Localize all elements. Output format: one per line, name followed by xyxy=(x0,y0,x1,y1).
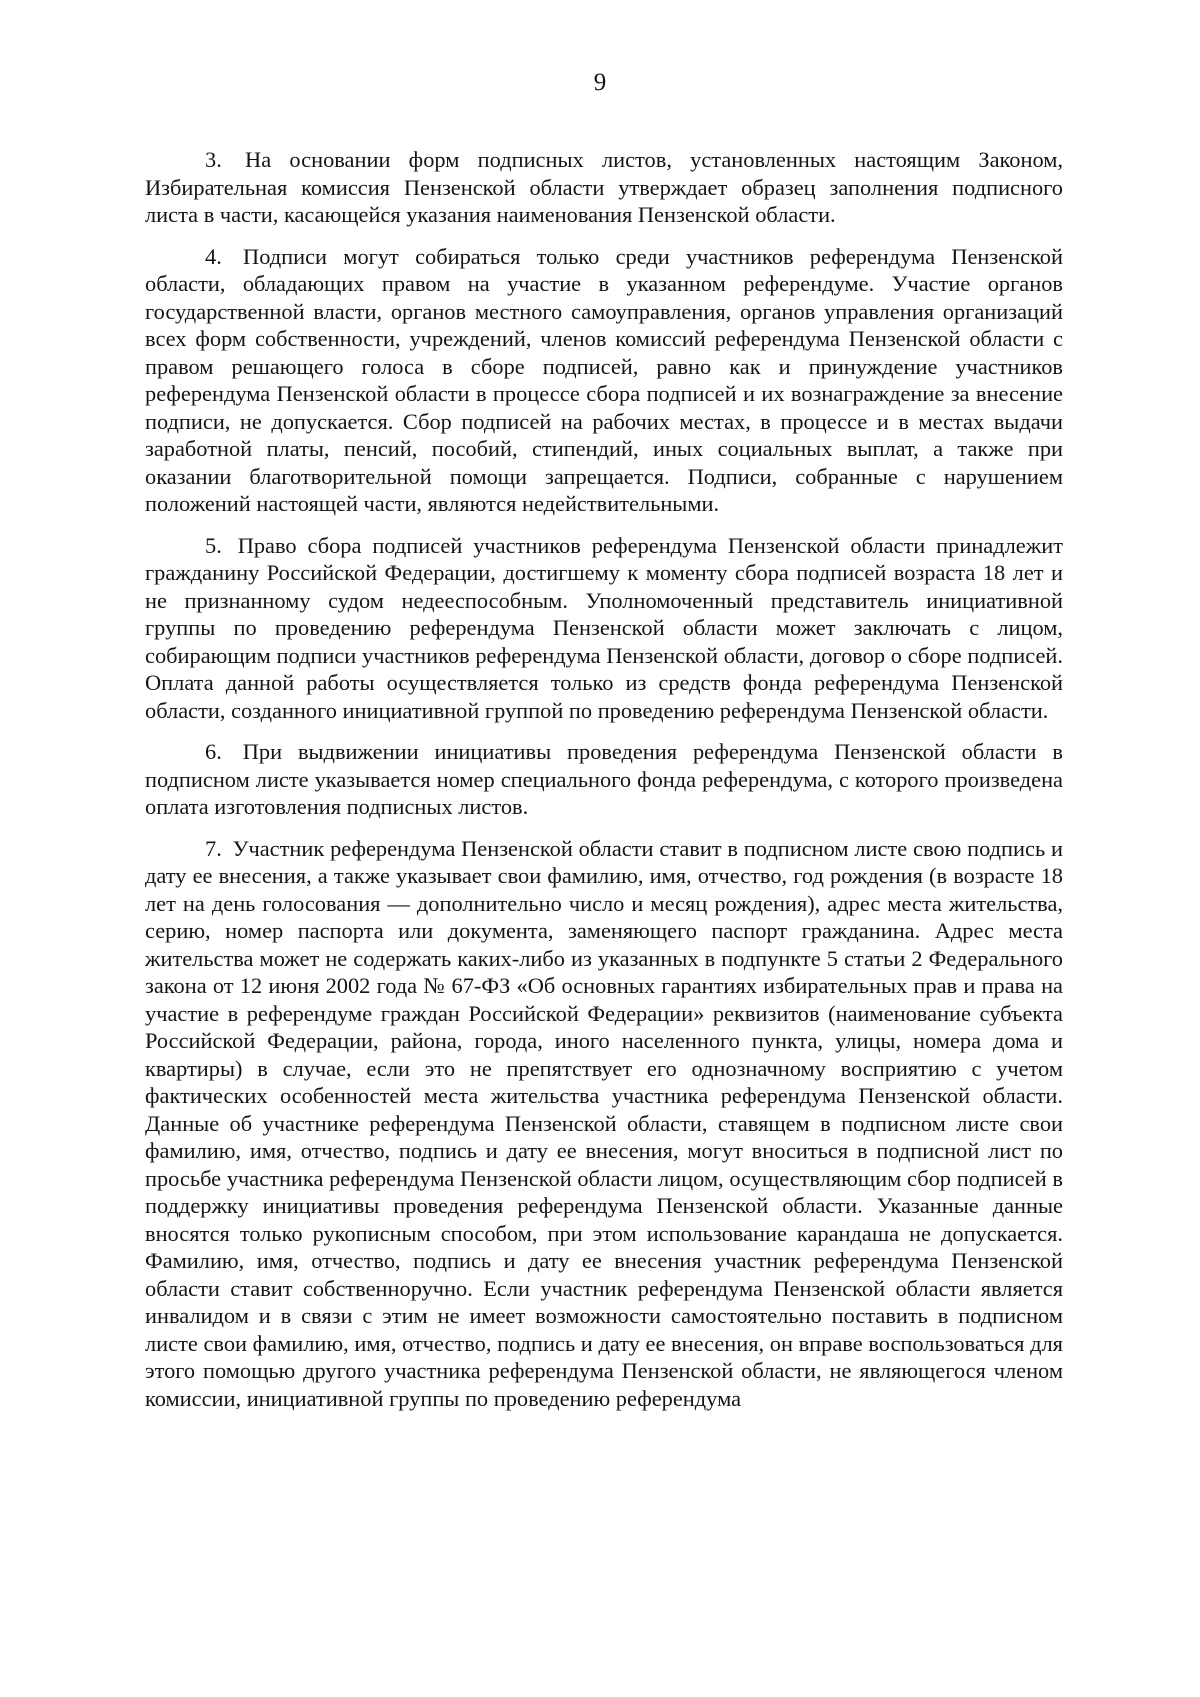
paragraph-number: 7. xyxy=(205,835,222,861)
paragraph-number: 3. xyxy=(205,147,222,172)
paragraph-text: Участник референдума Пензенской области ставит в подписном листе свою подпись и дату ее внесения, а также указывает свои фамилию, имя, отчество, год рождения (в возрасте 18 лет на день голосования — дополнительно число и месяц рождения), адрес места жительства, серию, номер паспорта или документа, заменяющего паспорт гражданина. Адрес места жительства может не содержать каких-либо из указанных в подпункте 5 статьи 2 Федерального закона от 12 июня 2002 года № 67-ФЗ «Об основных гарантиях избирательных прав и права на участие в референдуме граждан Российской Федерации» реквизитов (наименование субъекта Российской Федерации, района, города, иного населенного пункта, улицы, номера дома и квартиры) в случае, если это не препятствует его однозначному восприятию с учетом фактических особенностей места жительства участника референдума Пензенской области. Данные об участнике референдума Пензенской области, ставящем в подписном листе свои фамилию, имя, отчество, подпись и дату ее внесения, могут вноситься в подписной лист по просьбе участника референдума Пензенской области лицом, осуществляющим сбор подписей в поддержку инициативы проведения референдума Пензенской области. Указанные данные вносятся только рукописным способом, при этом использование карандаша не допускается. Фамилию, имя, отчество, подпись и дату ее внесения участник референдума Пензенской области ставит собственноручно. Если участник референдума Пензенской области является инвалидом и в связи с этим не имеет возможности самостоятельно поставить в подписном листе свои фамилию, имя, отчество, подпись и дату ее внесения, он вправе воспользоваться для этого помощью другого участника референдума Пензенской области, не являющегося членом комиссии, инициативной группы по проведению референдума xyxy=(145,835,1063,1411)
paragraph-3 xyxy=(145,146,1063,229)
paragraph-6 xyxy=(145,738,1063,821)
paragraph-number: 5. xyxy=(205,532,222,558)
paragraph-number: 6. xyxy=(205,739,222,764)
page-number: 9 xyxy=(593,69,607,96)
document-body xyxy=(145,146,1063,1426)
paragraph-4 xyxy=(145,243,1063,518)
paragraph-text: Подписи могут собираться только среди участников референдума Пензенской области, обладающих правом на участие в указанном референдуме. Участие органов государственной власти, органов местного самоуправления, органов управления организаций всех форм собственности, учреждений, членов комиссий референдума Пензенской области с правом решающего голоса в сборе подписей, равно как и принуждение участников референдума Пензенской области в процессе сбора подписей и их вознаграждение за внесение подписи, не допускается. Сбор подписей на рабочих местах, в процессе и в местах выдачи заработной платы, пенсий, пособий, стипендий, иных социальных выплат, а также при оказании благотворительной помощи запрещается. Подписи, собранные с нарушением положений настоящей части, являются недействительными. xyxy=(145,243,1063,516)
paragraph-text: На основании форм подписных листов, установленных настоящим Законом, Избирательная комиссия Пензенской области утверждает образец заполнения подписного листа в части, касающейся указания наименования Пензенской области. xyxy=(145,147,1063,227)
paragraph-number: 4. xyxy=(205,243,222,269)
paragraph-text: При выдвижении инициативы проведения референдума Пензенской области в подписном листе указывается номер специального фонда референдума, с которого произведена оплата изготовления подписных листов. xyxy=(145,739,1063,819)
paragraph-7 xyxy=(145,835,1063,1413)
paragraph-text: Право сбора подписей участников референдума Пензенской области принадлежит гражданину Российской Федерации, достигшему к моменту сбора подписей возраста 18 лет и не признанному судом недееспособным. Уполномоченный представитель инициативной группы по проведению референдума Пензенской области может заключать с лицом, собирающим подписи участников референдума Пензенской области, договор о сборе подписей. Оплата данной работы осуществляется только из средств фонда референдума Пензенской области, созданного инициативной группой по проведению референдума Пензенской области. xyxy=(145,532,1063,723)
paragraph-5 xyxy=(145,532,1063,725)
